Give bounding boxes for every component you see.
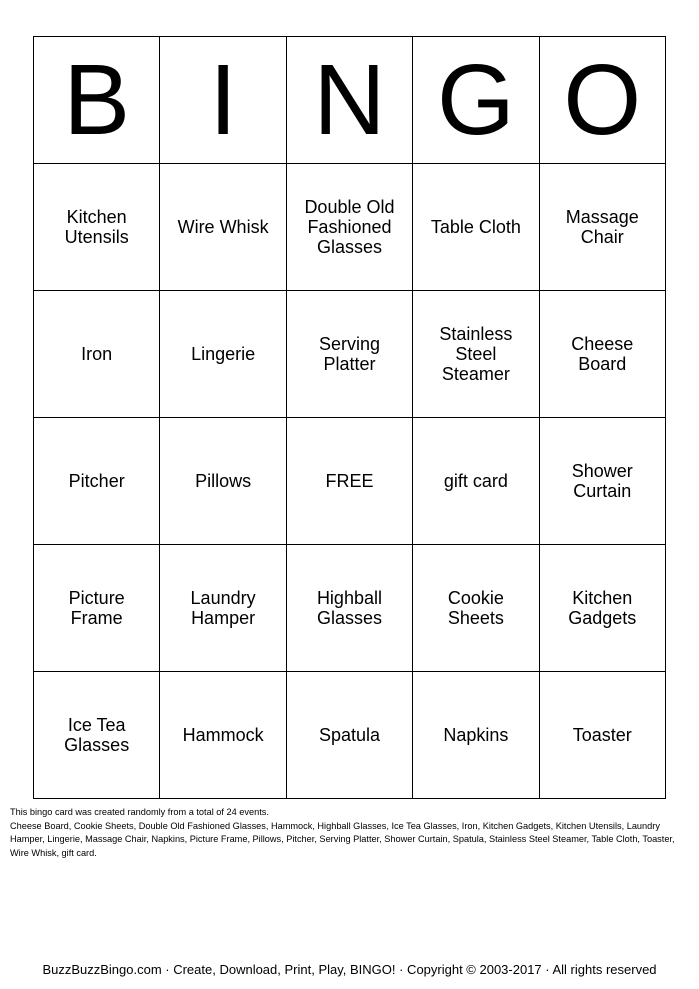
bingo-card	[33, 36, 666, 799]
cell-label: Highball Glasses	[316, 588, 382, 628]
bingo-cell	[160, 672, 286, 799]
header-letter-g: G	[413, 37, 539, 164]
cell-label: Picture Frame	[68, 588, 125, 628]
bingo-cell	[34, 291, 160, 418]
cell-label: Lingerie	[191, 344, 256, 364]
bingo-cell	[539, 545, 665, 672]
bingo-cell	[34, 164, 160, 291]
header-letter-o: O	[539, 37, 665, 164]
bingo-cell	[160, 164, 286, 291]
cell-label: Toaster	[572, 725, 632, 745]
header-letter-n: N	[286, 37, 412, 164]
bingo-header-row	[34, 37, 666, 164]
header-letter-i: I	[160, 37, 286, 164]
card-notes	[10, 806, 690, 860]
header-letter-b: B	[34, 37, 160, 164]
bingo-cell	[413, 545, 539, 672]
free-space-label: FREE	[325, 471, 374, 491]
bingo-cell	[286, 164, 412, 291]
bingo-row-2	[34, 291, 666, 418]
cell-label: Stainless Steel Steamer	[439, 324, 513, 384]
cell-label: Kitchen Gadgets	[568, 588, 637, 628]
bingo-row-4	[34, 545, 666, 672]
bingo-cell	[160, 418, 286, 545]
bingo-cell	[539, 672, 665, 799]
cell-label: Kitchen Utensils	[64, 207, 129, 247]
bingo-cell	[286, 672, 412, 799]
bingo-cell	[160, 545, 286, 672]
bingo-cell	[413, 672, 539, 799]
cell-label: Ice Tea Glasses	[64, 715, 130, 755]
cell-label: gift card	[443, 471, 508, 491]
cell-label: Shower Curtain	[571, 461, 633, 501]
cell-label: Double Old Fashioned Glasses	[304, 197, 395, 257]
cell-label: Pitcher	[68, 471, 125, 491]
bingo-cell	[286, 545, 412, 672]
bingo-cell	[160, 291, 286, 418]
bingo-cell	[34, 545, 160, 672]
cell-label: Napkins	[443, 725, 509, 745]
bingo-cell	[539, 164, 665, 291]
notes-event-list: Cheese Board, Cookie Sheets, Double Old Fashioned Glasses, Hammock, Highball Glasses, Ice Tea Glasses, Iron, Kitchen Gadgets, Kitchen Utensils, Laundry Hamper, Lingerie, Massage Chair, Napkins, Picture Frame, Pillows, Pitcher, Serving Platter, Shower Curtain, Spatula, Stainless Steel Steamer, Table Cloth, Toaster, Wire Whisk, gift card.	[10, 820, 675, 858]
notes-intro: This bingo card was created randomly from a total of 24 events.	[10, 807, 269, 817]
bingo-cell	[34, 418, 160, 545]
bingo-cell	[34, 672, 160, 799]
cell-label: Pillows	[195, 471, 252, 491]
cell-label: Spatula	[318, 725, 380, 745]
bingo-row-3	[34, 418, 666, 545]
bingo-cell	[413, 418, 539, 545]
free-space-cell	[286, 418, 412, 545]
cell-label: Cheese Board	[571, 334, 634, 374]
cell-label: Iron	[81, 344, 113, 364]
cell-label: Cookie Sheets	[447, 588, 504, 628]
cell-label: Wire Whisk	[177, 217, 269, 237]
bingo-cell	[413, 291, 539, 418]
cell-label: Serving Platter	[318, 334, 380, 374]
page-footer: BuzzBuzzBingo.com · Create, Download, Print, Play, BINGO! · Copyright © 2003-2017 · All rights reserved	[42, 962, 657, 977]
bingo-cell	[539, 291, 665, 418]
bingo-cell	[286, 291, 412, 418]
cell-label: Laundry Hamper	[190, 588, 256, 628]
bingo-cell	[413, 164, 539, 291]
cell-label: Massage Chair	[565, 207, 639, 247]
bingo-row-1	[34, 164, 666, 291]
bingo-row-5	[34, 672, 666, 799]
cell-label: Table Cloth	[430, 217, 521, 237]
cell-label: Hammock	[182, 725, 264, 745]
bingo-cell	[539, 418, 665, 545]
